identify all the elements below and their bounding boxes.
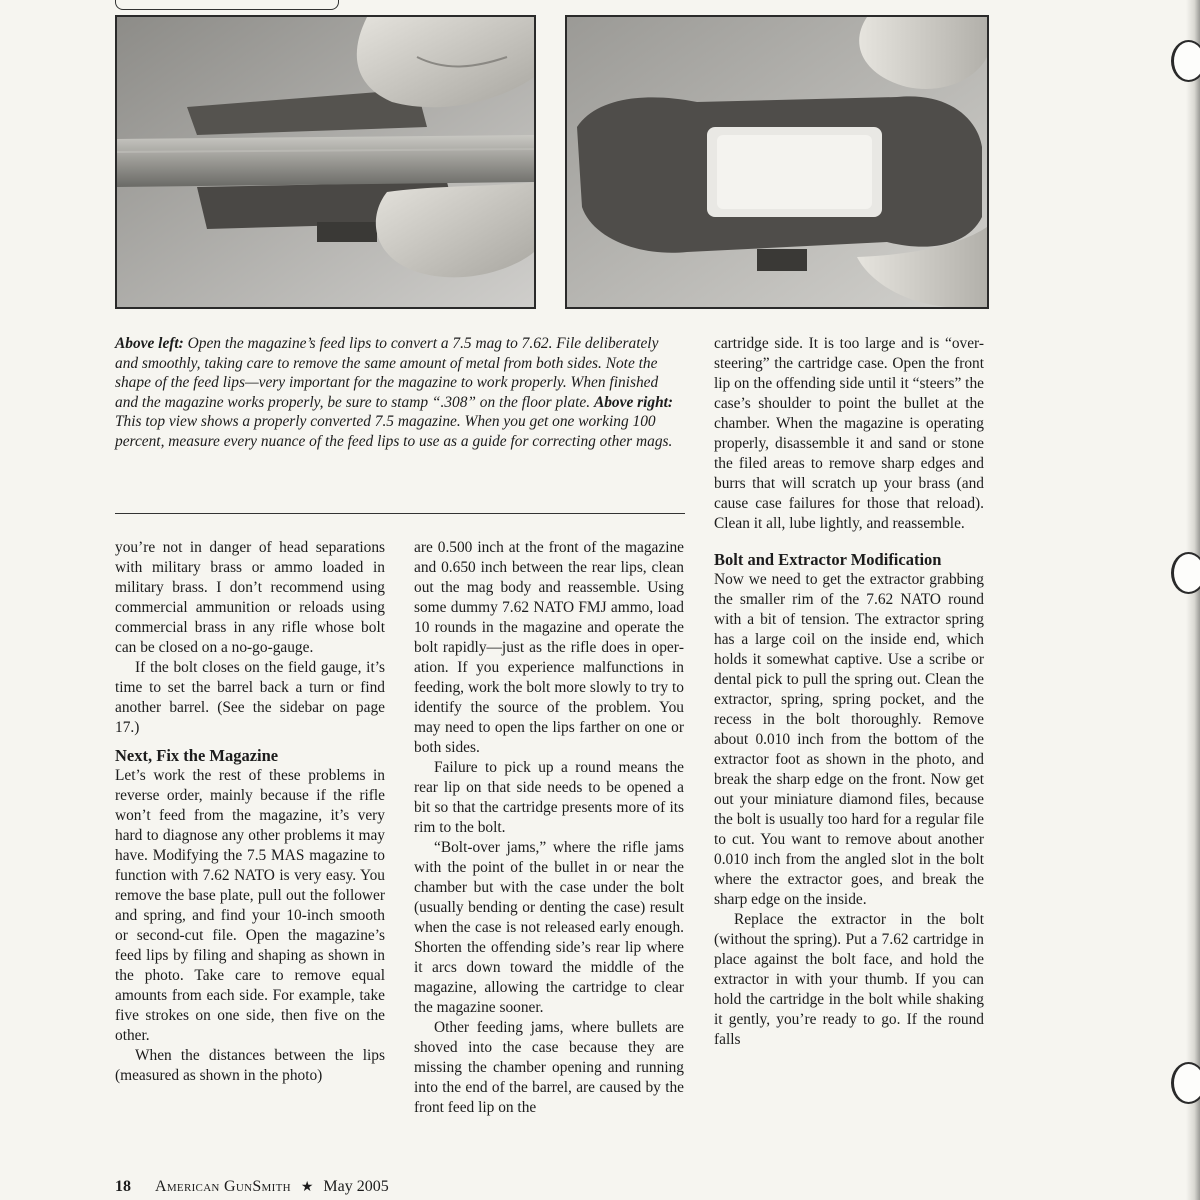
- article-column-3: [714, 334, 984, 1050]
- photo-converted-magazine-top-view: [565, 15, 989, 309]
- column-3-paragraph: Replace the extractor in the bolt (without the spring). Put a 7.62 cartridge in place against the bolt face, and hold the extractor in with your thumb. If you can hold the cartridge in the bolt while shaking it gently, you’re ready to go. If the round falls: [714, 911, 984, 1048]
- article-column-1: [115, 538, 385, 1086]
- caption-left-text: Open the magazine’s feed lips to convert a 7.5 mag to 7.62. File deliberately and smoothly, taking care to remove the same amount of metal from both sides. Note the shape of the feed lips—very important for the magazine to work properly. When finished and the magazine works properly, be sure to stamp “.308” on the floor plate.: [115, 335, 659, 411]
- column-2-paragraph: “Bolt-over jams,” where the rifle jams with the point of the bullet in or near the chamber but with the case under the bolt (usually bending or denting the case) result when the case is not released early enough. Shorten the offending side’s rear lip where it arcs down toward the middle of the magazine, allowing the cartridge to clear the magazine sooner.: [414, 839, 684, 1016]
- column-1-paragraph: Let’s work the rest of these problems in reverse order, mainly because if the rifle won’t feed from the magazine, it’s very hard to diagnose any other problems it may have. Modifying the 7.5 MAS magazine to function with 7.62 NATO is very easy. You remove the base plate, pull out the follower and spring, and find your 10-inch smooth or second-cut file. Open the magazine’s feed lips by filing and shaping as shown in the photo. Take care to remove equal amounts from each side. For example, take five strokes on one side, then five on the other.: [115, 767, 385, 1044]
- page-number: 18: [115, 1178, 131, 1195]
- punch-hole: [1171, 40, 1200, 82]
- caption-left-label: Above left:: [115, 335, 184, 352]
- sidebar-box-bottom-edge: [115, 0, 339, 10]
- photo-caption: [115, 334, 680, 452]
- column-2-paragraph: are 0.500 inch at the front of the magazine and 0.650 inch between the rear lips, clean out the mag body and reassemble. Using some dummy 7.62 NATO FMJ ammo, load 10 rounds in the magazine and operate the bolt rapidly—just as the rifle does in operation. If you experience malfunctions in feeding, work the bolt more slowly to try to identify the source of the problem. You may need to open the lips farther on one or both sides.: [414, 539, 684, 756]
- section-heading-fix-magazine: Next, Fix the Magazine: [115, 746, 279, 765]
- column-2-paragraph: Failure to pick up a round means the rear lip on that side needs to be opened a bit so that the cartridge presents more of its rim to the bolt.: [414, 759, 684, 836]
- star-icon: ★: [300, 1180, 314, 1195]
- caption-right-text: This top view shows a properly converted 7.5 magazine. When you get one working 100 percent, measure every nuance of the feed lips to use as a guide for correcting other mags.: [115, 413, 673, 450]
- column-1-paragraph: If the bolt closes on the field gauge, it’s time to set the barrel back a turn or find another barrel. (See the sidebar on page 17.): [115, 659, 385, 736]
- magazine-name: American GunSmith: [155, 1178, 291, 1195]
- article-column-2: [414, 538, 684, 1118]
- punch-hole: [1171, 552, 1200, 594]
- photo-filing-feed-lips: [115, 15, 536, 309]
- caption-divider-rule: [115, 513, 685, 514]
- column-3-paragraph: cartridge side. It is too large and is “over-steering” the cartridge case. Open the front lip on the offending side until it “steers” the case’s shoulder to point the bullet at the chamber. When the magazine is operating properly, disassemble it and sand or stone the filed areas to remove sharp edges and burrs that will scratch up your brass (and cause case failures for those that reload). Clean it all, lube lightly, and reassemble.: [714, 335, 984, 532]
- column-2-paragraph: Other feeding jams, where bullets are shoved into the case because they are missing the chamber opening and running into the end of the barrel, are caused by the front feed lip on the: [414, 1019, 684, 1116]
- punch-hole: [1171, 1062, 1200, 1104]
- column-1-paragraph: When the distances between the lips (measured as shown in the photo): [115, 1047, 385, 1084]
- caption-right-label: Above right:: [593, 393, 674, 411]
- column-3-paragraph: Now we need to get the extractor grabbing the smaller rim of the 7.62 NATO round with a bit of tension. The extractor spring has a large coil on the inside end, which holds it somewhat captive. Use a scribe or dental pick to pull the spring out. Clean the extractor, spring, spring pocket, and the recess in the bolt thoroughly. Remove about 0.010 inch from the bottom of the extractor foot as shown in the photo, and break the sharp edge on the front. Now get out your miniature diamond files, because the bolt is usually too hard for a regular file to cut. You want to remove about another 0.010 inch from the angled slot in the bolt where the extractor goes, and break the sharp edge on the inside.: [714, 571, 984, 908]
- page-edge: [1186, 0, 1200, 1200]
- column-1-paragraph: you’re not in danger of head separations with military brass or ammo loaded in military brass. I don’t recommend using commercial ammunition or reloads using commercial brass in any rifle whose bolt can be closed on a no-go-gauge.: [115, 539, 385, 656]
- issue-date: May 2005: [323, 1178, 389, 1195]
- page-footer: [115, 1178, 389, 1196]
- section-heading-bolt-extractor: Bolt and Extractor Modification: [714, 550, 942, 569]
